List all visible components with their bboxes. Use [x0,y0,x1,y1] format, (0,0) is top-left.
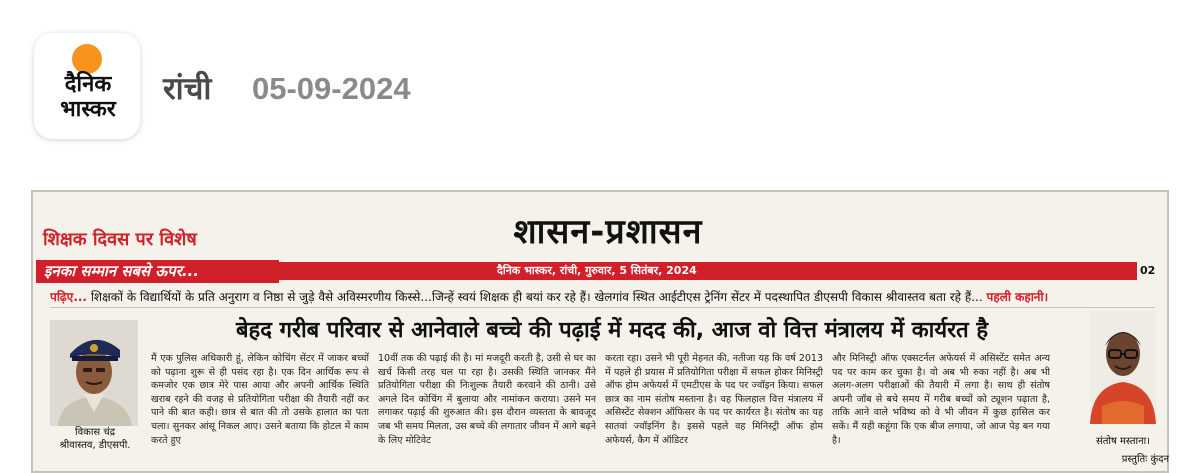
special-feature-label: शिक्षक दिवस पर विशेष [43,229,197,250]
intro-text: शिक्षकों के विद्यार्थियों के प्रति अनुराग व निष्ठा से जुड़े वैसे अविस्मरणीय किस्से...जिन्हें स्वयं शिक्षक ही बयां कर रहे हैं। खेलगांव स्थित आईटीएस ट्रेनिंग सेंटर में पदस्थापित डीएसपी विकास श्रीवास्तव बता रहे हैं... [90,290,983,304]
article-column-3: करता रहा। उसने भी पूरी मेहनत की, नतीजा यह कि वर्ष 2013 में पहले ही प्रयास में प्रतियोगिता परीक्षा में सफल होकर मिनिस्ट्री ऑफ होम अफेयर्स में एमटीएस के पद पर ज्वॉइन किया। सफल छात्र का नाम संतोष मस्ताना है। वह फिलहाल वित्त मंत्रालय में असिस्टेंट सेक्शन ऑफिसर के पद पर कार्यरत है। संतोष का यह सातवां ज्वॉइनिंग है। इससे पहले वह मिनिस्ट्री ऑफ होम अफेयर्स, कैग में ऑडिटर [605,353,823,446]
dateline-bar: दैनिक भास्कर, रांची, गुरुवार, 5 सितंबर, 2024 [279,262,1137,280]
story-tag: पहली कहानी। [986,290,1049,304]
page-number: 02 [1140,264,1156,277]
student-photo [1090,310,1156,424]
intro-label: पढ़िए... [50,290,87,304]
section-masthead: शासन-प्रशासन [513,212,703,252]
student-caption: संतोष मस्ताना। [1095,436,1151,447]
officer-photo [50,320,138,426]
intro-strip [50,287,1155,308]
edition-date: 05-09-2024 [252,71,411,106]
logo-sun-icon [72,44,102,74]
logo-text-line1: दैनिक [64,72,112,97]
officer-caption-title: श्रीवास्तव, डीएसपी. [59,440,131,451]
article-headline: बेहद गरीब परिवार से आनेवाले बच्चे की पढ़ाई में मदद की, आज वो वित्त मंत्रालय में कार्यरत है [235,318,988,343]
city-name: रांची [163,71,212,107]
article-column-2: 10वीं तक की पढ़ाई की है। मां मजदूरी करती है, उसी से घर का खर्च किसी तरह चल पा रहा है। उसकी स्थिति जानकर मैंने प्रतियोगिता परीक्षा की निःशुल्क तैयारी करवाने की ठानी। उसे अगले दिन कोचिंग में बुलाया और नामांकन कराया। उसने मन लगाकर पढ़ाई की शुरुआत की। इस दौरान व्यस्तता के बावजूद जब भी समय मिलता, उस बच्चे की लगातार जीवन में आगे बढ़ने के लिए मोटिवेट [378,353,596,446]
article-column-4: और मिनिस्ट्री ऑफ एक्सटर्नल अफेयर्स में असिस्टेंट समेत अन्य पद पर काम कर चुका है। वो अब भी रुका नहीं है। अब भी अलग-अलग परीक्षाओं की तैयारी में लगा है। साथ ही संतोष अपनी जॉब से बचे समय में गरीब बच्चों को ट्यूशन पढ़ाता है, ताकि आने वाले भविष्य को वे भी जीवन में कुछ हासिल कर सकें। मैं यही कहूंगा कि एक बीज लगाया, जो आज पेड़ बन गया है। [832,353,1050,446]
article-column-1: मैं एक पुलिस अधिकारी हूं, लेकिन कोचिंग सेंटर में जाकर बच्चों को पढ़ाना शुरू से ही पसंद रहा है। एक दिन आर्थिक रूप से कमजोर एक छात्र मेरे पास आया और अपनी आर्थिक स्थिति खराब रहने की वजह से प्रतियोगिता परीक्षा की तैयारी नहीं कर पाने की बात कही। छात्र से बात की तो उसके हालात का पता चला। सुनकर आंसू निकल आए। उसने बताया कि होटल में काम करते हुए [151,353,369,446]
story-credit: प्रस्तुतिः कुंदन [1121,454,1169,465]
slogan-banner: इनका सम्मान सबसे ऊपर... [36,260,279,283]
logo-text-line2: भास्कर [60,97,116,122]
officer-caption-name: विकास चंद्र [74,427,116,438]
newspaper-clipping [31,190,1169,473]
